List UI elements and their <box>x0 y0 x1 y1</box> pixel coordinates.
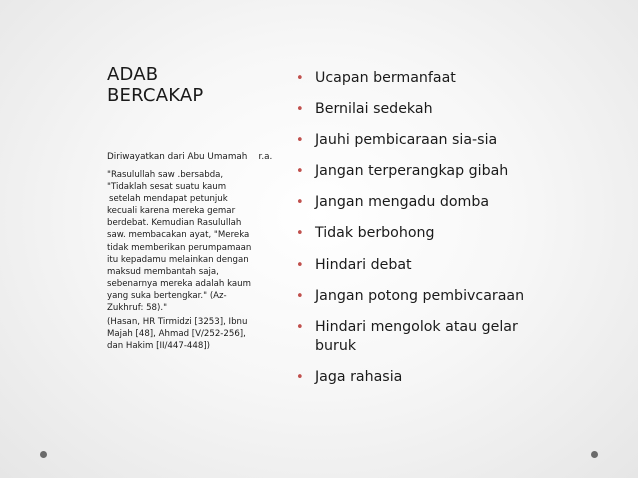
hadith-line: itu kepadamu melainkan dengan <box>107 254 249 265</box>
bullet-dot-icon: • <box>296 319 304 335</box>
hadith-line: tidak memberikan perumpamaan <box>107 242 252 253</box>
hadith-line: yang suka bertengkar." (Az- <box>107 290 227 301</box>
hadith-line: maksud membantah saja, <box>107 266 219 277</box>
title-line: BERCAKAP <box>107 85 204 106</box>
bullet-dot-icon: • <box>296 257 304 273</box>
hadith-line: "Tidaklah sesat suatu kaum <box>107 182 227 193</box>
bullet-item <box>296 193 596 213</box>
bullet-dot-icon: • <box>296 226 304 242</box>
bullet-item <box>296 287 596 307</box>
hadith-line: Zukhruf: 58)." <box>107 303 168 314</box>
bullet-dot-icon: • <box>296 195 304 211</box>
bullet-item <box>296 69 596 89</box>
bullet-dot-icon: • <box>296 71 304 86</box>
hadith-line: "Rasulullah saw .bersabda, <box>107 170 224 180</box>
bullet-dot-icon: • <box>296 370 304 386</box>
bullet-dot-icon: • <box>296 102 304 118</box>
hadith-line: saw. membacakan ayat, "Mereka <box>107 230 250 241</box>
bullet-dot-icon: • <box>296 164 304 180</box>
hadith-source-line: dan Hakim [II/447-448]) <box>107 341 211 352</box>
decorative-dot-left <box>40 451 47 458</box>
bullet-text: Jaga rahasia <box>315 369 403 386</box>
bullet-item <box>296 162 596 182</box>
bullet-dot-icon: • <box>296 288 304 304</box>
hadith-line: setelah mendapat petunjuk <box>109 194 228 205</box>
bullet-text: Jauhi pembicaraan sia-sia <box>315 132 498 149</box>
narrator-line: Diriwayatkan dari Abu Umamah r.a. <box>107 152 273 162</box>
bullet-text: Tidak berbohong <box>315 225 435 242</box>
bullet-text: Ucapan bermanfaat <box>315 70 456 86</box>
bullet-text: Jangan terperangkap gibah <box>315 163 509 180</box>
bullet-dot-icon: • <box>296 133 304 149</box>
hadith-text <box>107 169 282 352</box>
hadith-line: berdebat. Kemudian Rasulullah <box>107 218 242 229</box>
bullet-item <box>296 256 596 276</box>
bullet-text: Hindari mengolok atau gelar buruk <box>315 318 518 355</box>
bullet-text: Jangan potong pembivcaraan <box>315 287 525 304</box>
bullet-text: Bernilai sedekah <box>315 101 433 118</box>
bullet-text: Jangan mengadu domba <box>315 194 490 211</box>
bullet-item <box>296 224 596 244</box>
bullet-item <box>296 318 545 357</box>
bullet-item <box>296 368 596 388</box>
bullet-text: Hindari debat <box>315 256 412 273</box>
adab-bullet-list <box>296 69 596 399</box>
hadith-line: sebenarnya mereka adalah kaum <box>107 278 251 289</box>
hadith-line: kecuali karena mereka gemar <box>107 206 236 217</box>
title-line: ADAB <box>107 64 159 85</box>
hadith-source-line: (Hasan, HR Tirmidzi [3253], Ibnu <box>107 317 248 328</box>
bullet-item <box>296 100 596 120</box>
bullet-item <box>296 131 596 151</box>
hadith-source-line: Majah [48], Ahmad [V/252-256], <box>107 329 246 340</box>
slide-title <box>107 64 257 106</box>
decorative-dot-right <box>591 451 598 458</box>
